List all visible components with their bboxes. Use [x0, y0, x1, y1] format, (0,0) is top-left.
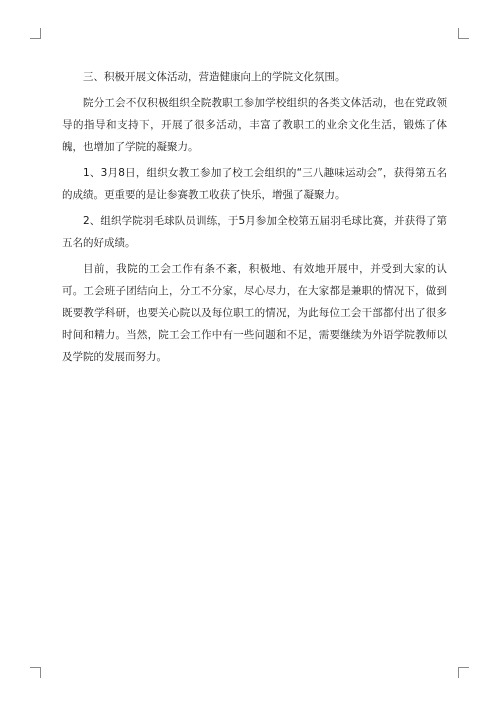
crop-mark-top-right: [458, 28, 469, 39]
crop-mark-top-left: [30, 28, 41, 39]
paragraph-item-1: 1、3月8日，组织女教工参加了校工会组织的“三八趣味运动会”，获得第五名的成绩。更重要的是让参赛教工收获了快乐，增强了凝聚力。: [62, 167, 447, 201]
crop-mark-bottom-right: [458, 667, 469, 678]
document-body: [62, 66, 447, 372]
paragraph-intro: 院分工会不仅积极组织全院教职工参加学校组织的各类文体活动，也在党政领导的指导和支持下，开展了很多活动，丰富了教职工的业余文化生活，锻炼了体魄，也增加了学院的凝聚力。: [62, 97, 447, 153]
section-heading: 三、积极开展文体活动，营造健康向上的学院文化氛围。: [83, 71, 346, 83]
crop-mark-bottom-left: [30, 667, 41, 678]
paragraph-summary: 目前，我院的工会工作有条不紊，积极地、有效地开展中，并受到大家的认可。工会班子团结向上，分工不分家，尽心尽力，在大家都是兼职的情况下，做到既要教学科研，也要关心院以及每位职工的情况，为此每位工会干部都付出了很多时间和精力。当然，院工会工作中有一些问题和不足，需要继续为外语学院教师以及学院的发展而努力。: [62, 263, 447, 363]
paragraph-item-2: 2、组织学院羽毛球队员训练，于5月参加全校第五届羽毛球比赛，并获得了第五名的好成绩。: [62, 215, 447, 249]
